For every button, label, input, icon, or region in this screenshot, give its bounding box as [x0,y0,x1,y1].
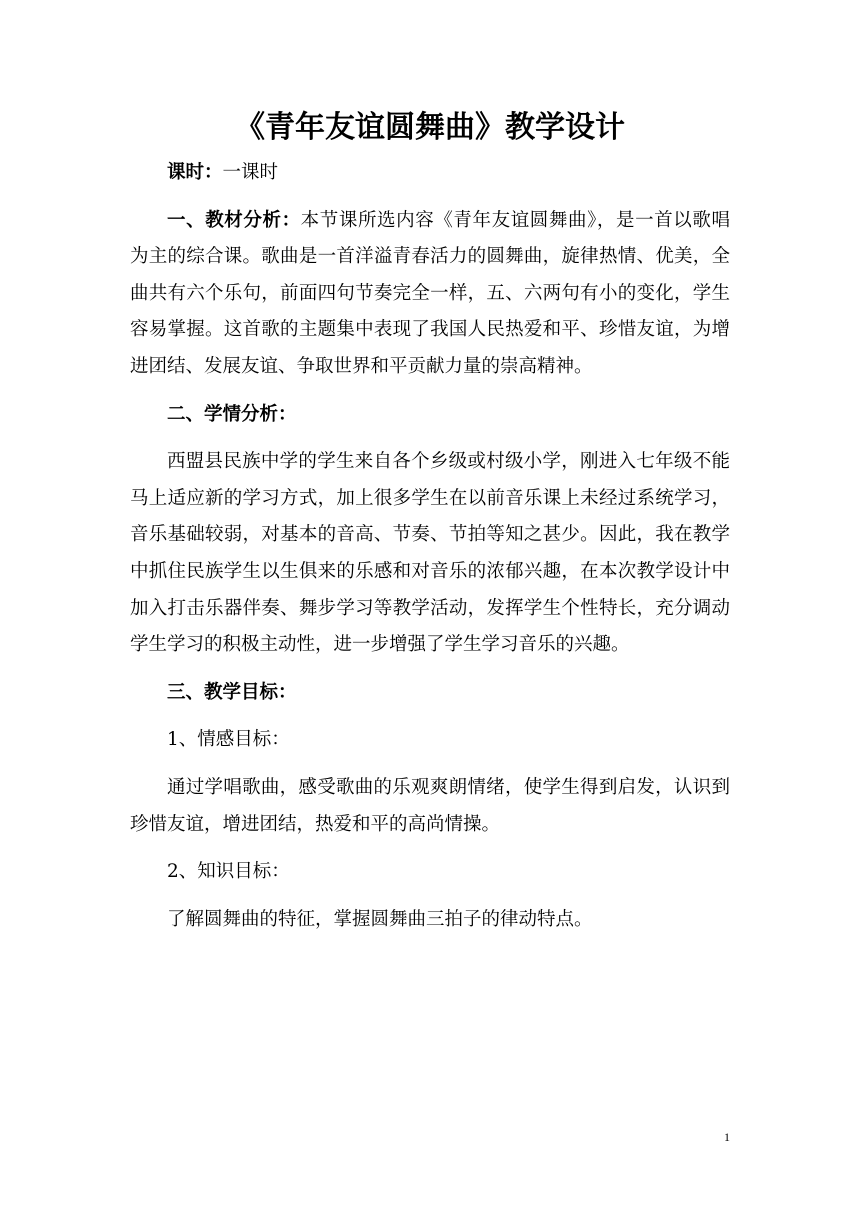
goal-2-heading: 2、知识目标： [167,861,290,883]
section-heading: 一、教材分析： [167,209,301,231]
document-body [130,155,730,938]
section-heading-student-analysis: 二、学情分析： [167,403,297,425]
section-material-analysis [130,203,730,386]
lesson-time-value: 一课时 [222,162,279,183]
lesson-time-line [130,155,730,192]
goal-1-heading: 1、情感目标： [167,729,290,751]
document-title: 《青年友谊圆舞曲》教学设计 [235,110,625,145]
page-number: 1 [724,1130,730,1144]
goal-1-text: 通过学唱歌曲，感受歌曲的乐观爽朗情绪，使学生得到启发，认识到珍惜友谊，增进团结，热爱和平的高尚情操。 [130,776,730,835]
section-text-student-analysis: 西盟县民族中学的学生来自各个乡级或村级小学，刚进入七年级不能马上适应新的学习方式，加上很多学生在以前音乐课上未经过系统学习，音乐基础较弱，对基本的音高、节奏、节拍等知之甚少。因此，我在教学中抓住民族学生以生俱来的乐感和对音乐的浓郁兴趣，在本次教学设计中加入打击乐器伴奏、舞步学习等教学活动，发挥学生个性特长，充分调动学生学习的积极主动性，进一步增强了学生学习音乐的兴趣。 [130,451,730,656]
section-text: 本节课所选内容《青年友谊圆舞曲》，是一首以歌唱为主的综合课。歌曲是一首洋溢青春活力的圆舞曲，旋律热情、优美，全曲共有六个乐句，前面四句节奏完全一样，五、六两句有小的变化，学生容易掌握。这首歌的主题集中表现了我国人民热爱和平、珍惜友谊，为增进团结、发展友谊、争取世界和平贡献力量的崇高精神。 [130,209,730,377]
lesson-time-label: 课时： [167,162,223,183]
section-heading-teaching-goals: 三、教学目标： [167,681,297,703]
goal-2-text: 了解圆舞曲的特征，掌握圆舞曲三拍子的律动特点。 [167,908,593,930]
